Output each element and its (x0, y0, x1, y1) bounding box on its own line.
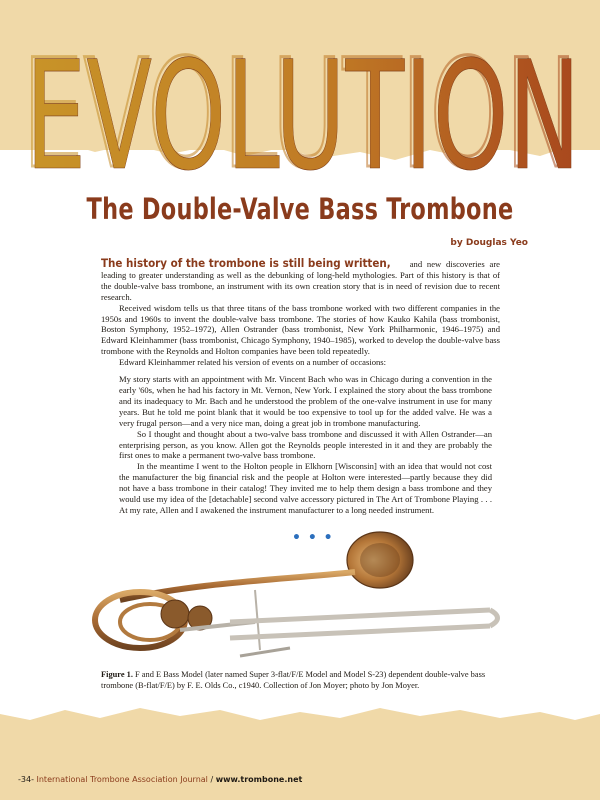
footer-separator: / (210, 775, 214, 784)
figure-text: F and E Bass Model (later named Super 3-flat/F/E Model and Model S-23) dependent double-valve bass trombone (B-flat/F/E) by F. E. Olds Co., c1940. Collection of Jon Moyer; photo by Jon Moyer. (101, 670, 486, 690)
paragraph-1: and new discoveries are leading to greater understanding as well as the debunking of long-held mythologies. Part of this history is that of the double-valve bass trombone, an instrument with its own creation story that is in need of revision due to recent research. (101, 259, 500, 302)
intro-paragraph (101, 258, 500, 303)
page-number: -34- (18, 775, 34, 784)
quote-paragraph: So I thought and thought about a two-valve bass trombone and discussed it with Allen Ostrander—an enterprising person, as you know. Allen got the Reynolds people interested in it and they are probably the first ones to make a permanent two-valve bass trombone. (119, 428, 492, 461)
article-body (101, 258, 500, 516)
quote-paragraph: In the meantime I went to the Holton people in Elkhorn [Wisconsin] with an idea that would not cost the manufacturer the big financial risk and the people at Holton were interested—partly because they did not have a bass trombone in their catalog! They invited me to help them design a bass trombone and they would use my idea of the [detachable] second valve accessory pictured in The Art of Trombone Playing . . . At my rate, Allen and I awakened the instrument manufacturer to a long needed instrument. (119, 461, 492, 515)
figure-label: Figure 1. (101, 670, 133, 679)
journal-name: International Trombone Association Journal (36, 775, 208, 784)
journal-url[interactable]: www.trombone.net (215, 775, 303, 784)
headline-text: EVOLUTION (25, 46, 581, 181)
paragraph-2: Received wisdom tells us that three titans of the bass trombone worked with two different companies in the 1950s and 1960s to invent the double-valve bass trombone. The stories of how Kauko Kahila (bass trombonist, Boston Symphony, 1952–1972), Allen Ostrander (bass trombonist, New York Philharmonic, 1946–1975) and Edward Kleinhammer (bass trombonist, Chicago Symphony, 1940–1985), worked to develop the double-valve bass trombone with the Reynolds and Holton companies have been told repeatedly. (101, 302, 500, 357)
section-ellipsis: • • • (292, 530, 334, 546)
trombone-photo (80, 530, 520, 670)
quote-paragraph: My story starts with an appointment with Mr. Vincent Bach who was in Chicago during a convention in the early '60s, when he had his factory in Mt. Vernon, New York. I explained the story about the bass trombone and its inadequacy to Mr. Bach and he understood the problem of the one-valve instrument in use for many years. But he told me point blank that it would be too expensive to tool up for the added valve. He was a very frugal person—and a very nice man, doing a great job in trombone manufacturing. (119, 374, 492, 428)
block-quote (119, 374, 492, 516)
headline-shadow: EVOLUTION (22, 46, 578, 181)
article-subtitle: The Double-Valve Bass Trombone (86, 192, 514, 226)
headline-evolution (20, 46, 585, 181)
article-byline: by Douglas Yeo (450, 238, 528, 248)
page-footer (18, 775, 302, 784)
bottom-paper-band (0, 722, 600, 800)
paragraph-3: Edward Kleinhammer related his version of events on a number of occasions: (119, 357, 387, 368)
lead-in: The history of the trombone is still being written, (101, 256, 391, 270)
figure-caption (101, 670, 501, 692)
